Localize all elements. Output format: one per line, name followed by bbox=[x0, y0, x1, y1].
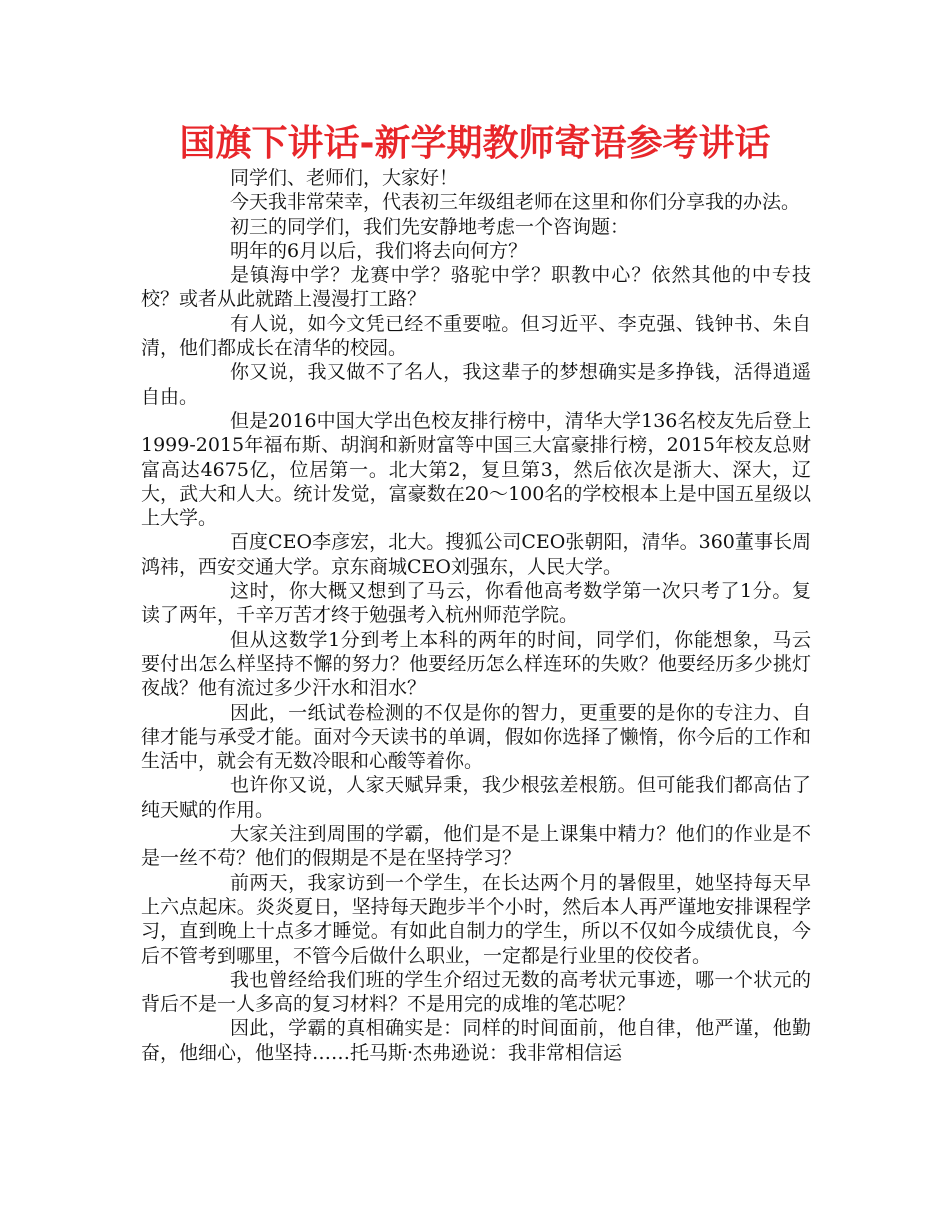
paragraph: 但是2016中国大学出色校友排行榜中，清华大学136名校友先后登上1999-2015年福布斯、胡润和新财富等中国三大富豪排行榜，2015年校友总财富高达4675亿，位居第一。北大第2，复旦第3，然后依次是浙大、深大，辽大，武大和人大。统计发觉，富豪数在20～100名的学校根本上是中国五星级以上大学。 bbox=[141, 409, 811, 530]
paragraph: 有人说，如今文凭已经不重要啦。但习近平、李克强、钱钟书、朱自清，他们都成长在清华的校园。 bbox=[141, 312, 811, 360]
paragraph: 初三的同学们，我们先安静地考虑一个咨询题： bbox=[230, 215, 630, 238]
paragraph: 你又说，我又做不了名人，我这辈子的梦想确实是多挣钱，活得逍遥自由。 bbox=[141, 361, 811, 408]
paragraph: 同学们、老师们，大家好！ bbox=[230, 167, 459, 189]
paragraph: 这时，你大概又想到了马云，你看他高考数学第一次只考了1分。复读了两年，千辛万苦才终于勉强考入杭州师范学院。 bbox=[141, 580, 811, 627]
paragraph: 大家关注到周围的学霸，他们是不是上课集中精力？他们的作业是不是一丝不苟？他们的假期是不是在坚持学习？ bbox=[141, 823, 811, 870]
document-title: 国旗下讲话-新学期教师寄语参考讲话 bbox=[179, 123, 771, 164]
paragraph: 前两天，我家访到一个学生，在长达两个月的暑假里，她坚持每天早上六点起床。炎炎夏日，坚持每天跑步半个小时，然后本人再严谨地安排课程学习，直到晚上十点多才睡觉。有如此自制力的学生，所以不仅如今成绩优良，今后不管考到哪里，不管今后做什么职业，一定都是行业里的佼佼者。 bbox=[141, 871, 811, 967]
paragraph: 百度CEO李彦宏，北大。搜狐公司CEO张朝阳，清华。360董事长周鸿祎，西安交通大学。京东商城CEO刘强东，人民大学。 bbox=[141, 531, 811, 578]
paragraph: 因此，一纸试卷检测的不仅是你的智力，更重要的是你的专注力、自律才能与承受才能。面对今天读书的单调，假如你选择了懒惰，你今后的工作和生活中，就会有无数冷眼和心酸等着你。 bbox=[141, 701, 811, 773]
paragraph: 是镇海中学？龙赛中学？骆驼中学？职教中心？依然其他的中专技校？或者从此就踏上漫漫打工路？ bbox=[141, 264, 811, 311]
paragraph: 因此，学霸的真相确实是：同样的时间面前，他自律，他严谨，他勤奋，他细心，他坚持……托马斯·杰弗逊说：我非常相信运 bbox=[141, 1017, 811, 1064]
paragraph: 也许你又说，人家天赋异秉，我少根弦差根筋。但可能我们都高估了纯天赋的作用。 bbox=[141, 774, 811, 821]
paragraph: 我也曾经给我们班的学生介绍过无数的高考状元事迹，哪一个状元的背后不是一人多高的复习材料？不是用完的成堆的笔芯呢？ bbox=[141, 968, 811, 1016]
paragraph: 明年的6月以后，我们将去向何方？ bbox=[230, 239, 528, 262]
document-body bbox=[141, 166, 811, 1065]
paragraph: 但从这数学1分到考上本科的两年的时间，同学们，你能想象，马云要付出怎么样坚持不懈的努力？他要经历怎么样连环的失败？他要经历多少挑灯夜战？他有流过多少汗水和泪水？ bbox=[141, 628, 811, 700]
paragraph: 今天我非常荣幸，代表初三年级组老师在这里和你们分享我的办法。 bbox=[230, 191, 801, 214]
